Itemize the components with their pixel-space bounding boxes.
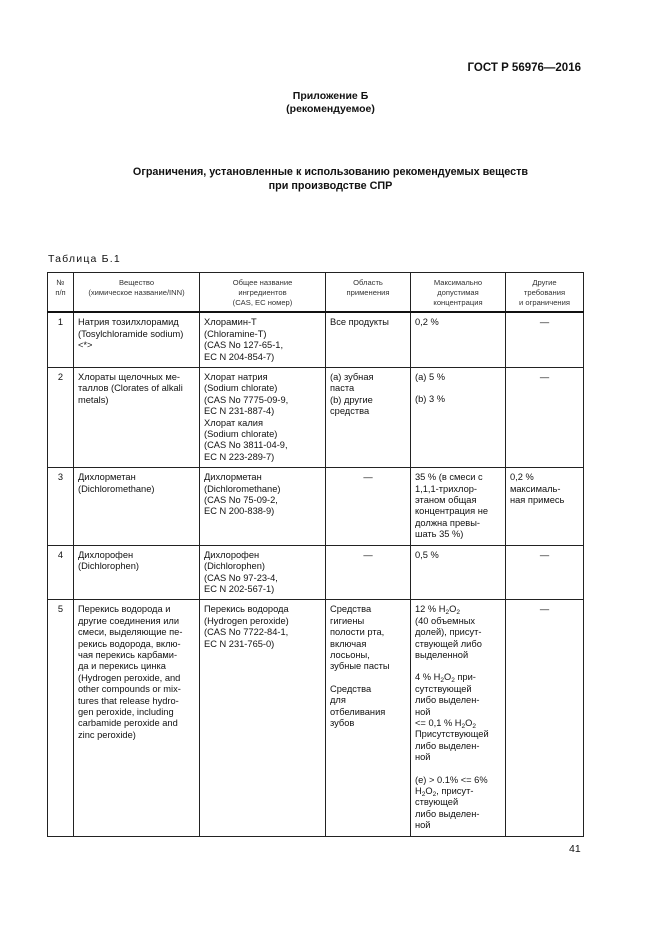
inn-cell: Дихлорметан (Dichloromethane) (CAS No 75-09-2, EC N 200-838-9) [200,468,326,545]
header-area: Область применения [326,273,411,313]
row-number: 3 [48,468,74,545]
header-other: Другие требования и ограничения [506,273,584,313]
conc-line: $H_2O_2$, присут- [415,786,474,799]
document-title-line: Ограничения, установленные к использованию рекомендуемых веществ [132,166,529,178]
maxconc-cell: (a) 5 % (b) 3 % [411,368,506,468]
row-number: 4 [48,545,74,600]
other-cell: 0,2 % максималь- ная примесь [506,468,584,545]
area-cell: — [326,545,411,600]
maxconc-cell: 0,2 % [411,312,506,367]
row-number: 2 [48,368,74,468]
header-maxconc: Максимально допустимая концентрация [411,273,506,313]
area-cell: (a) зубная паста (b) другие средства [326,368,411,468]
area-cell: Средства гигиены полости рта, включая лосьоны, зубные пасты Средства для отбеливания зубов [326,600,411,836]
annex-heading [0,90,661,116]
document-title [0,165,661,193]
conc-line: 12 % $H_2O_2$ [415,604,460,617]
inn-cell: Хлорамин-Т (Chloramine-T) (CAS No 127-65-1, EC N 204-854-7) [200,312,326,367]
other-cell: — [506,600,584,836]
table-row [48,368,584,468]
table-row [48,600,584,836]
area-cell: — [326,468,411,545]
maxconc-cell: 0,5 % [411,545,506,600]
header-num: № п/п [48,273,74,313]
restrictions-table [47,272,584,837]
area-cell: Все продукты [326,312,411,367]
table-row [48,545,584,600]
standard-designation: ГОСТ Р 56976—2016 [467,62,581,74]
inn-cell: Хлорат натрия (Sodium chlorate) (CAS No 7775-09-9, EC N 231-887-4) Хлорат калия (Sodium chlorate) (CAS No 3811-04-9, EC N 223-289-7) [200,368,326,468]
inn-cell: Перекись водорода (Hydrogen peroxide) (CAS No 7722-84-1, EC N 231-765-0) [200,600,326,836]
document-title-line: при производстве СПР [268,180,393,192]
other-cell: — [506,368,584,468]
conc-line: <= 0,1 % $H_2O_2$ [415,717,476,730]
table-row [48,312,584,367]
conc-line: 4 % $H_2O_2$ при- [415,672,476,685]
substance-cell: Хлораты щелочных ме- таллов (Clorates of alkali metals) [74,368,200,468]
other-cell: — [506,312,584,367]
page-number: 41 [569,843,581,855]
table-row [48,468,584,545]
row-number: 1 [48,312,74,367]
maxconc-cell: 12 % $H_2O_2$ (40 объемных долей), присут- ствующей либо выделенной 4 % $H_2O_2$ при- сутствующей либо выделен- ной <= 0,1 % $H_2O_2$ Присутствующей либо выделен- ной (e) > 0.1% <= 6% $H_2O_2$, присут- ствующей либо выделен- ной [411,600,506,836]
annex-subtitle: (рекомендуемое) [286,103,375,115]
header-inn: Общее название ингредиентов (CAS, ЕС номер) [200,273,326,313]
table-caption: Таблица Б.1 [48,253,121,265]
header-substance: Вещество (химическое название/INN) [74,273,200,313]
substance-cell: Дихлорметан (Dichloromethane) [74,468,200,545]
annex-title: Приложение Б [292,90,369,102]
table-header-row [48,273,584,313]
maxconc-cell: 35 % (в смеси с 1,1,1-трихлор- этаном общая концентрация не должна превы- шать 35 %) [411,468,506,545]
substance-cell: Перекись водорода и другие соединения или смеси, выделяющие пе- рекись водорода, вклю- чая перекись карбами- да и перекись цинка (Hydrogen peroxide, and other compounds or mix- tures that release hydro- gen peroxide, including carbamide peroxide and zinc peroxide) [74,600,200,836]
inn-cell: Дихлорофен (Dichlorophen) (CAS No 97-23-4, EC N 202-567-1) [200,545,326,600]
substance-cell: Натрия тозилхлорамид (Tosylchloramide sodium) <*> [74,312,200,367]
substance-cell: Дихлорофен (Dichlorophen) [74,545,200,600]
other-cell: — [506,545,584,600]
row-number: 5 [48,600,74,836]
